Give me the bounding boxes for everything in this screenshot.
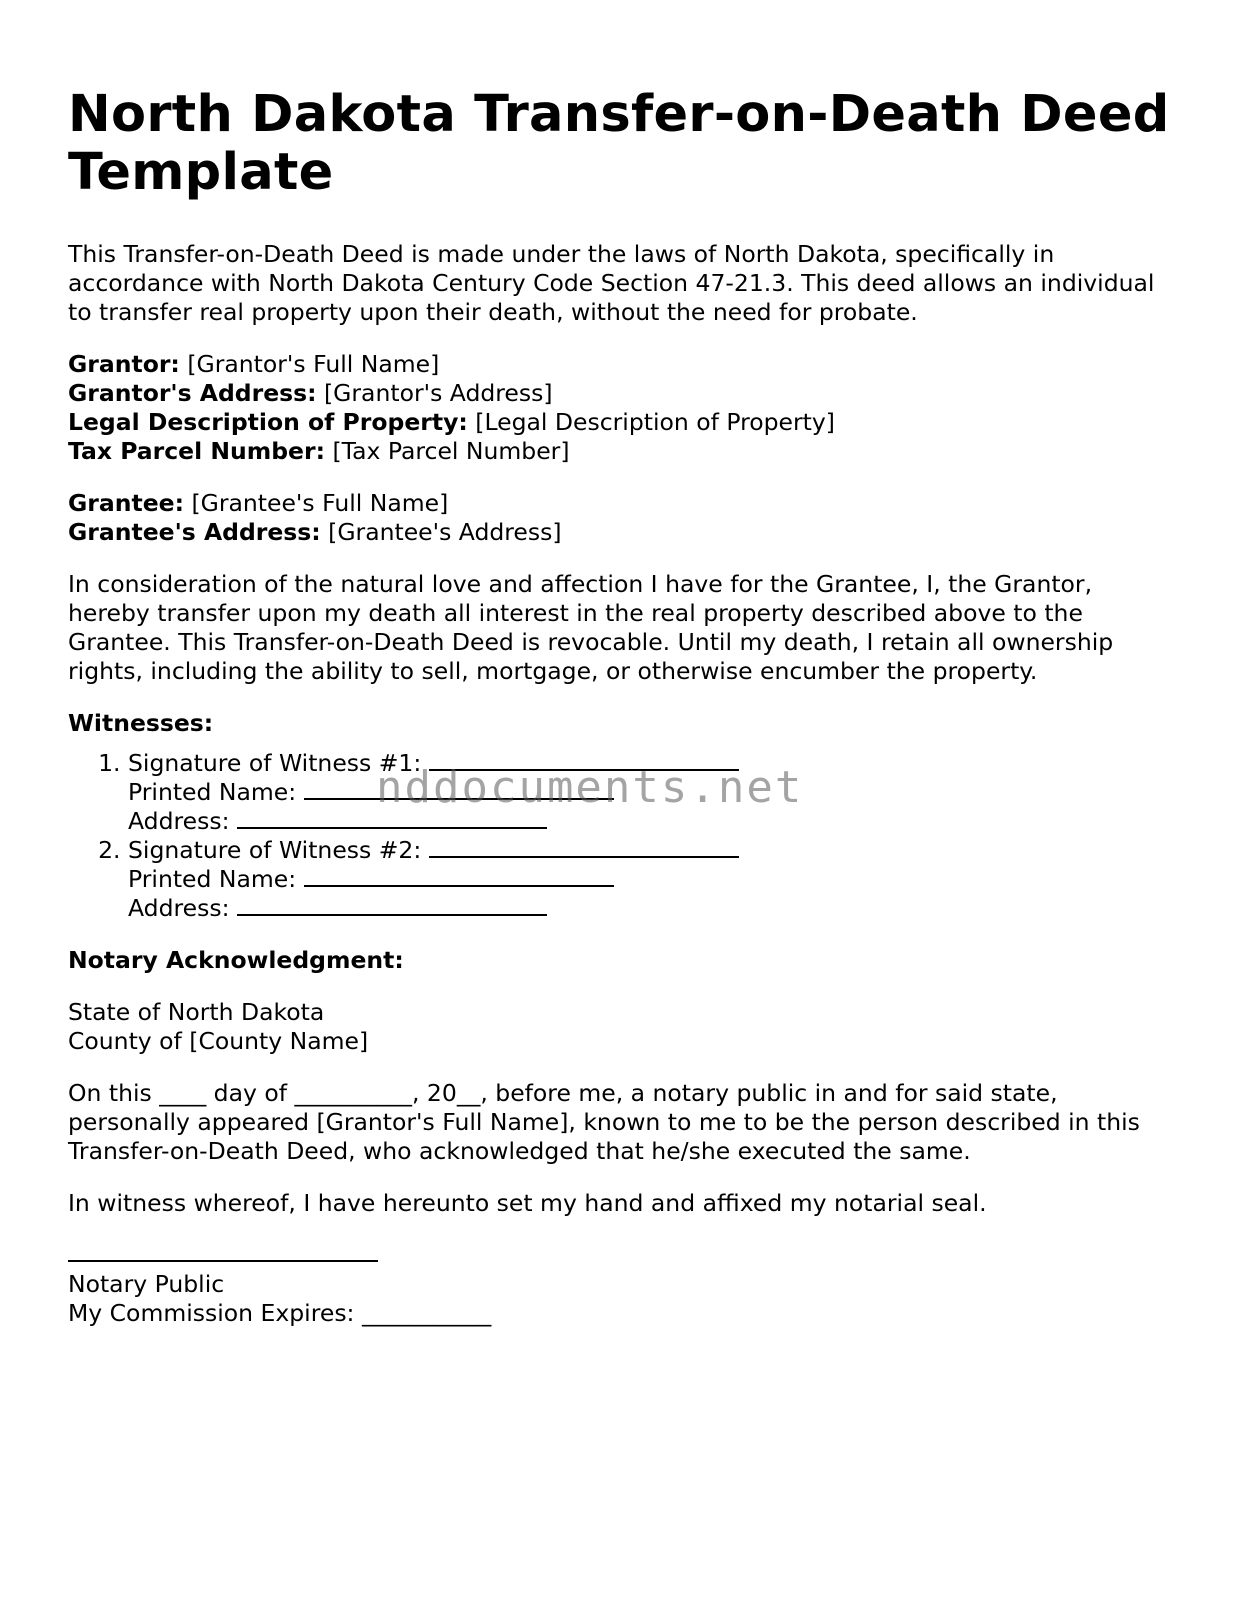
field-label: Grantee: [68,489,184,517]
field-value: [Grantee's Address] [328,518,562,546]
witness-whereof-paragraph: In witness whereof, I have hereunto set my hand and affixed my notarial seal. [68,1189,987,1217]
watermark: nddocuments.net [376,762,804,813]
printed-name-label: Printed Name: [128,865,297,893]
notary-heading: Notary Acknowledgment: [68,946,404,974]
witness-item [128,749,1178,836]
witness-signature-label: Signature of Witness #2: [128,836,422,864]
grantee-fields [68,489,1178,547]
intro-paragraph: This Transfer-on-Death Deed is made under the laws of North Dakota, specifically in accordance with North Dakota Century Code Section 47-21.3. This deed allows an individual to transfer real property upon their death, without the need for probate. [68,240,1155,326]
state-line: State of North Dakota [68,998,325,1026]
field-value: [Legal Description of Property] [475,408,835,436]
consideration-paragraph: In consideration of the natural love and affection I have for the Grantee, I, the Grantor, hereby transfer upon my death all interest in the real property described above to the Grantee. This Transfer-on-Death Deed is revocable. Until my death, I retain all ownership rights, including the ability to sell, mortgage, or otherwise encumber the property. [68,570,1114,685]
field-label: Grantor: [68,350,180,378]
grantor-fields [68,350,1178,466]
address-blank[interactable] [237,809,547,829]
grantee-name-line [68,489,1178,518]
legal-description-line [68,408,1178,437]
field-value: [Grantor's Full Name] [187,350,440,378]
printed-name-label: Printed Name: [128,778,297,806]
printed-name-blank[interactable] [304,780,614,800]
witnesses-heading: Witnesses: [68,709,214,737]
county-line: County of [County Name] [68,1027,369,1055]
grantor-name-line [68,350,1178,379]
acknowledgment-paragraph: On this ____ day of __________, 20__, before me, a notary public in and for said state, personally appeared [Grantor's Full Name], known to me to be the person described in this Transfer-on-Death Deed, who acknowledged that he/she executed the same. [68,1079,1140,1165]
witness-list [68,749,1178,923]
grantor-address-line [68,379,1178,408]
document-title: North Dakota Transfer-on-Death Deed Template [68,85,1170,202]
field-value: [Grantor's Address] [324,379,553,407]
signature-blank[interactable] [429,751,739,771]
document-page [68,86,1178,1328]
address-label: Address: [128,894,230,922]
field-label: Tax Parcel Number: [68,437,325,465]
notary-public-label: Notary Public [68,1270,225,1298]
tax-parcel-line [68,437,1178,466]
address-blank[interactable] [237,896,547,916]
witness-signature-label: Signature of Witness #1: [128,749,422,777]
field-label: Grantor's Address: [68,379,317,407]
address-label: Address: [128,807,230,835]
grantee-address-line [68,518,1178,547]
field-label: Grantee's Address: [68,518,321,546]
notary-signature-line[interactable] [68,1241,1178,1270]
field-value: [Tax Parcel Number] [332,437,570,465]
venue-block [68,998,1178,1056]
field-label: Legal Description of Property: [68,408,468,436]
commission-expires-line: My Commission Expires: ___________ [68,1299,492,1327]
field-value: [Grantee's Full Name] [191,489,449,517]
printed-name-blank[interactable] [304,867,614,887]
witness-item [128,836,1178,923]
signature-blank[interactable] [429,838,739,858]
